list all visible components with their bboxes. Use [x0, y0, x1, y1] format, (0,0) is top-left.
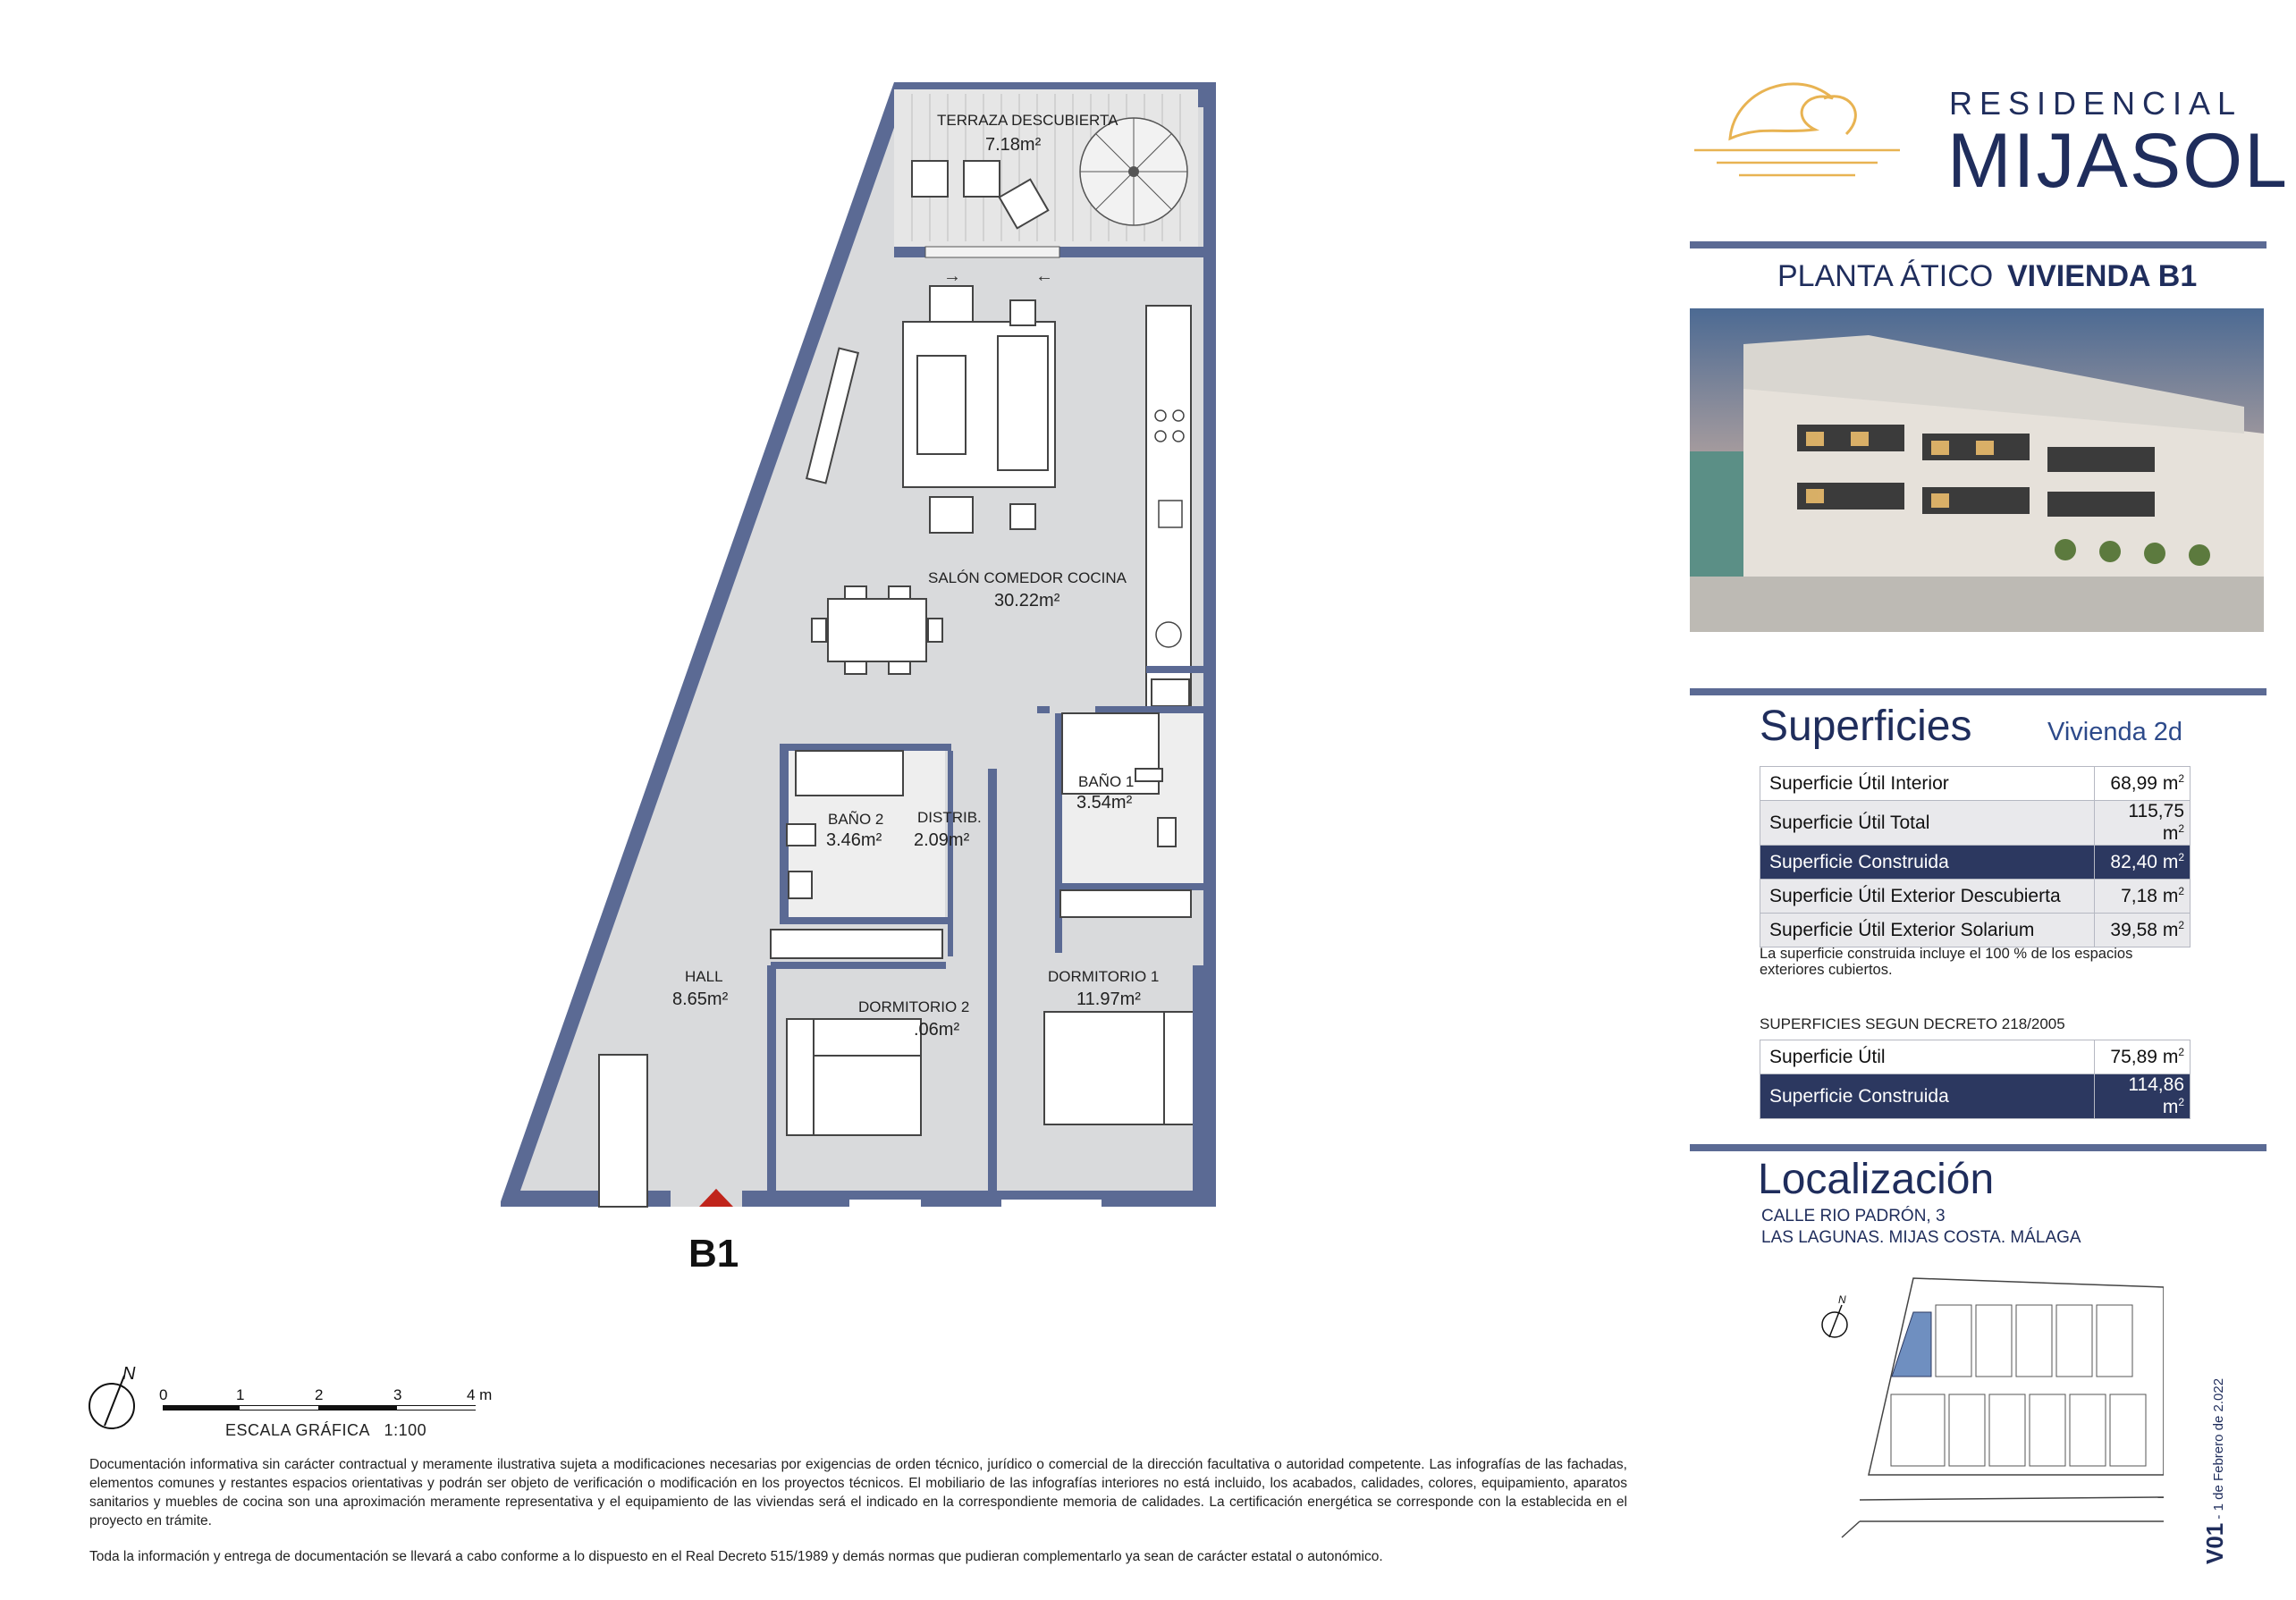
decree-table	[1760, 1040, 2190, 1119]
surface-label: Superficie Útil Exterior Solarium	[1760, 914, 2095, 947]
table-row	[1760, 767, 2190, 801]
surface-value: 82,40 $m^2$	[2095, 846, 2190, 880]
location-title: Localización	[1758, 1156, 1995, 1203]
scale-tick: 2	[315, 1386, 324, 1403]
surface-label: Superficie Útil Exterior Descubierta	[1760, 880, 2095, 914]
superficies-subtitle: Vivienda 2d	[2047, 718, 2183, 746]
surface-label: Superficie Construida	[1760, 1074, 2095, 1119]
terrace-chair	[912, 161, 948, 197]
room-label-bano-2: BAÑO 2	[828, 811, 884, 828]
surface-value: 75,89 $m^2$	[2095, 1040, 2190, 1074]
brand-top-text: RESIDENCIAL	[1949, 85, 2243, 122]
room-label-dormitorio-2: DORMITORIO 2	[858, 998, 970, 1015]
section-divider	[1690, 241, 2266, 248]
room-area-dormitorio-1: 11.97m²	[1076, 989, 1141, 1009]
version-code: V01	[2201, 1522, 2228, 1564]
armchair	[930, 286, 973, 322]
decree-title: SUPERFICIES SEGUN DECRETO 218/2005	[1760, 1015, 2065, 1032]
surface-label: Superficie Construida	[1760, 846, 2095, 880]
room-label-salon: SALÓN COMEDOR COCINA	[928, 569, 1127, 586]
armchair	[930, 497, 973, 533]
section-divider	[1690, 688, 2266, 695]
table-row	[1760, 914, 2190, 947]
room-area-salon: 30.22m²	[994, 591, 1060, 611]
surface-value: 115,75 $m^2$	[2095, 801, 2190, 846]
north-arrow-icon	[85, 1363, 148, 1435]
table-row	[1760, 880, 2190, 914]
brand-name: MIJASOL	[1947, 118, 2289, 204]
scale-caption: ESCALA GRÁFICA 1:100	[225, 1421, 427, 1439]
surface-value: 68,99 $m^2$	[2095, 767, 2190, 801]
svg-text:←: ←	[1035, 266, 1053, 286]
table-row	[1760, 801, 2190, 846]
room-area-hall: 8.65m²	[672, 989, 729, 1009]
surface-value: 114,86 $m^2$	[2095, 1074, 2190, 1119]
room-label-distrib: DISTRIB.	[917, 809, 982, 826]
legal-note: Toda la información y entrega de documentación se llevará a cabo conforme a lo dispuesto en el Real Decreto 515/1989 y demás normas que pudieran complementarlo ya sean de carácter estatal o autonómico.	[89, 1549, 1383, 1564]
building-render-image	[1690, 308, 2264, 632]
room-area-bano-2: 3.46m²	[826, 830, 882, 850]
unit-label: B1	[688, 1232, 739, 1276]
surface-label: Superficie Útil	[1760, 1040, 2095, 1074]
address-line-1: CALLE RIO PADRÓN, 3	[1761, 1207, 1946, 1225]
section-divider	[1690, 1144, 2266, 1151]
kitchen-counter	[1146, 306, 1191, 729]
room-area-terraza: 7.18m²	[985, 135, 1042, 155]
scale-tick: 3	[393, 1386, 402, 1403]
table-row	[1760, 1074, 2190, 1119]
room-label-dormitorio-1: DORMITORIO 1	[1048, 968, 1160, 985]
room-label-terraza: TERRAZA DESCUBIERTA	[937, 112, 1118, 129]
terrace-chair	[964, 161, 1000, 197]
sun-wave-logo-icon	[1690, 63, 1904, 197]
site-plan-map	[1806, 1269, 2164, 1564]
room-area-distrib: 2.09m²	[914, 830, 970, 850]
plan-title: PLANTA ÁTICO	[1777, 259, 1994, 293]
room-label-bano-1: BAÑO 1	[1078, 773, 1135, 790]
disclaimer-text: Documentación informativa sin carácter contractual y meramente ilustrativa sujeta a modificaciones necesarias por exigencias de orden técnico, jurídico o comercial de la dirección facultativa o autoridad competente. Las infografías de las fachadas, elementos comunes y restantes espacios orientativas y podrán ser objeto de verificación o modificación en los proyectos técnicos. El mobiliario de las infografías interiores no está incluido, los acabados, calidades, colores, equipamiento, aparatos sanitarios y muebles de cocina son una aproximación meramente representativa y el equipamiento de las viviendas será el indicado en la correspondiente memoria de calidades. La certificación energética se corresponde con la establecida en el proyecto en trámite.	[89, 1457, 1627, 1528]
room-label-hall: HALL	[685, 968, 723, 985]
surface-note: La superficie construida incluye el 100 % de los espacios exteriores cubiertos.	[1760, 946, 2133, 978]
coffee-table	[917, 356, 966, 454]
north-label: N	[122, 1364, 136, 1384]
sofa	[998, 336, 1048, 470]
unit-title: VIVIENDA B1	[2007, 259, 2198, 293]
superficies-title: Superficies	[1760, 703, 1972, 750]
address-line-2: LAS LAGUNAS. MIJAS COSTA. MÁLAGA	[1761, 1228, 2081, 1247]
floor-plan	[501, 72, 1234, 1287]
version-stamp	[2201, 1332, 2237, 1564]
surface-label: Superficie Útil Interior	[1760, 767, 2095, 801]
table-row	[1760, 1040, 2190, 1074]
scale-tick: 1	[236, 1386, 245, 1403]
room-area-bano-1: 3.54m²	[1076, 793, 1133, 813]
room-area-dormitorio-2: .06m²	[914, 1020, 960, 1040]
svg-text:→: →	[943, 266, 961, 286]
table-row	[1760, 846, 2190, 880]
svg-text:N: N	[1838, 1293, 1846, 1306]
sliding-door	[925, 247, 1059, 257]
version-date: - 1 de Febrero de 2.022	[2211, 1377, 2226, 1523]
dining-table	[828, 599, 926, 661]
surface-table	[1760, 766, 2190, 947]
scale-tick: 4 m	[467, 1386, 493, 1403]
surface-value: 39,58 $m^2$	[2095, 914, 2190, 947]
surface-value: 7,18 $m^2$	[2095, 880, 2190, 914]
scale-tick: 0	[159, 1386, 168, 1403]
surface-label: Superficie Útil Total	[1760, 801, 2095, 846]
